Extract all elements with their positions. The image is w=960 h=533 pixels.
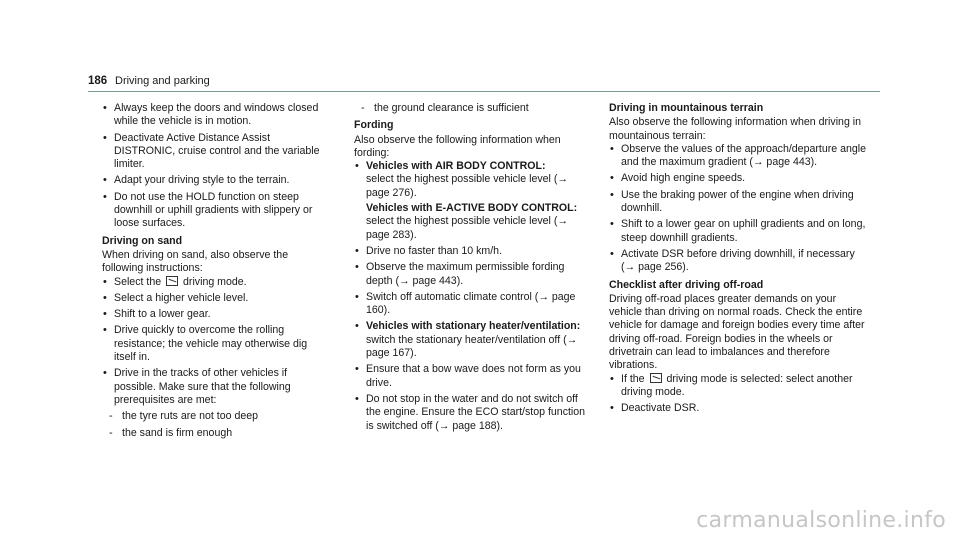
list-item: • Activate DSR before driving downhill, if necessary (→ page 256). (609, 248, 871, 275)
list-item: • Shift to a lower gear on uphill gradients and on long, steep downhill gradients. (609, 218, 871, 245)
checklist-list (609, 373, 871, 416)
e-active-body-control-label: Vehicles with E-ACTIVE BODY CONTROL: (366, 202, 578, 215)
stationary-heater-text: switch the stationary heater/ventilation off (→ page 167). (366, 333, 578, 360)
list-item: • Use the braking power of the engine when driving downhill. (609, 189, 871, 216)
list-item (354, 320, 586, 360)
page-header (88, 73, 880, 95)
fording-list (354, 160, 586, 433)
list-item (354, 160, 586, 242)
list-item: • Drive no faster than 10 km/h. (354, 245, 586, 258)
mountain-list (609, 143, 871, 275)
heading-driving-on-sand: Driving on sand (102, 234, 183, 247)
list-item: • Do not stop in the water and do not switch off the engine. Ensure the ECO start/stop function is switched off (→ page 188). (354, 393, 586, 433)
column-left (102, 102, 324, 443)
page-number: 186 (88, 75, 108, 87)
stationary-heater-label: • Vehicles with stationary heater/ventilation: (366, 320, 581, 333)
list-item: • Shift to a lower gear. (102, 308, 324, 321)
heading-fording: Fording (354, 119, 394, 132)
list-item: • Deactivate DSR. (609, 402, 871, 415)
dash-item: - the sand is firm enough (102, 427, 324, 440)
offroad-mode-icon (650, 373, 662, 383)
offroad-mode-icon (166, 276, 178, 286)
sand-intro: When driving on sand, also observe the following instructions: (102, 248, 289, 275)
air-body-control-label: • Vehicles with AIR BODY CONTROL: (366, 160, 546, 173)
inline-text: driving mode is selected: select another driving mode. (621, 372, 853, 398)
list-item: • Drive quickly to overcome the rolling resistance; the vehicle may otherwise dig itself in. (102, 324, 324, 364)
list-item: • Observe the values of the approach/departure angle and the maximum gradient (→ page 443). (609, 143, 871, 170)
column-middle (354, 102, 586, 436)
list-item: • Drive in the tracks of other vehicles if possible. Make sure that the following prerequisites are met: (102, 367, 324, 407)
e-active-body-control-text: select the highest possible vehicle level (→ page 283). (366, 215, 568, 241)
heading-checklist: Checklist after driving off-road (609, 278, 764, 291)
list-item: • Observe the maximum permissible fording depth (→ page 443). (354, 261, 586, 288)
list-item (102, 276, 324, 289)
list-item: • Ensure that a bow wave does not form as you drive. (354, 363, 586, 390)
watermark: carmanualsonline.info (696, 507, 946, 533)
inline-text: driving mode. (183, 275, 247, 288)
air-body-control-text: select the highest possible vehicle level (→ page 276). (366, 173, 568, 199)
list-item: • Adapt your driving style to the terrain. (102, 174, 324, 187)
sand-list-continued (354, 102, 586, 115)
dash-item: - the ground clearance is sufficient (354, 102, 586, 115)
list-item: • Always keep the doors and windows closed while the vehicle is in motion. (102, 102, 324, 129)
list-item (609, 373, 871, 400)
dash-item: - the tyre ruts are not too deep (102, 410, 324, 423)
header-rule (88, 91, 880, 92)
mountain-intro: Also observe the following information when driving in mountainous terrain: (609, 116, 862, 142)
list-item: • Switch off automatic climate control (→ page 160). (354, 291, 586, 318)
list-item: • Avoid high engine speeds. (609, 172, 871, 185)
general-offroad-list (102, 102, 324, 231)
sand-list (102, 276, 324, 440)
list-item: • Select a higher vehicle level. (102, 292, 324, 305)
inline-text: If the (621, 372, 645, 385)
inline-text: Select the (114, 275, 162, 288)
fording-intro: Also observe the following information when fording: (354, 133, 561, 159)
column-right (609, 102, 871, 419)
heading-mountainous-terrain: Driving in mountainous terrain (609, 102, 764, 114)
checklist-text: Driving off-road places greater demands on your vehicle than driving on normal roads. Check the entire vehicle for damage and foreign bodies every time after driving off-road. Foreign bodies in the wheels or drivetrain can lead to imbalances and therefore vibrations. (609, 292, 865, 372)
list-item: • Do not use the HOLD function on steep downhill or uphill gradients with slippery or loose surfaces. (102, 191, 324, 231)
section-title: Driving and parking (115, 75, 210, 87)
list-item: • Deactivate Active Distance Assist DISTRONIC, cruise control and the variable limiter. (102, 132, 324, 172)
